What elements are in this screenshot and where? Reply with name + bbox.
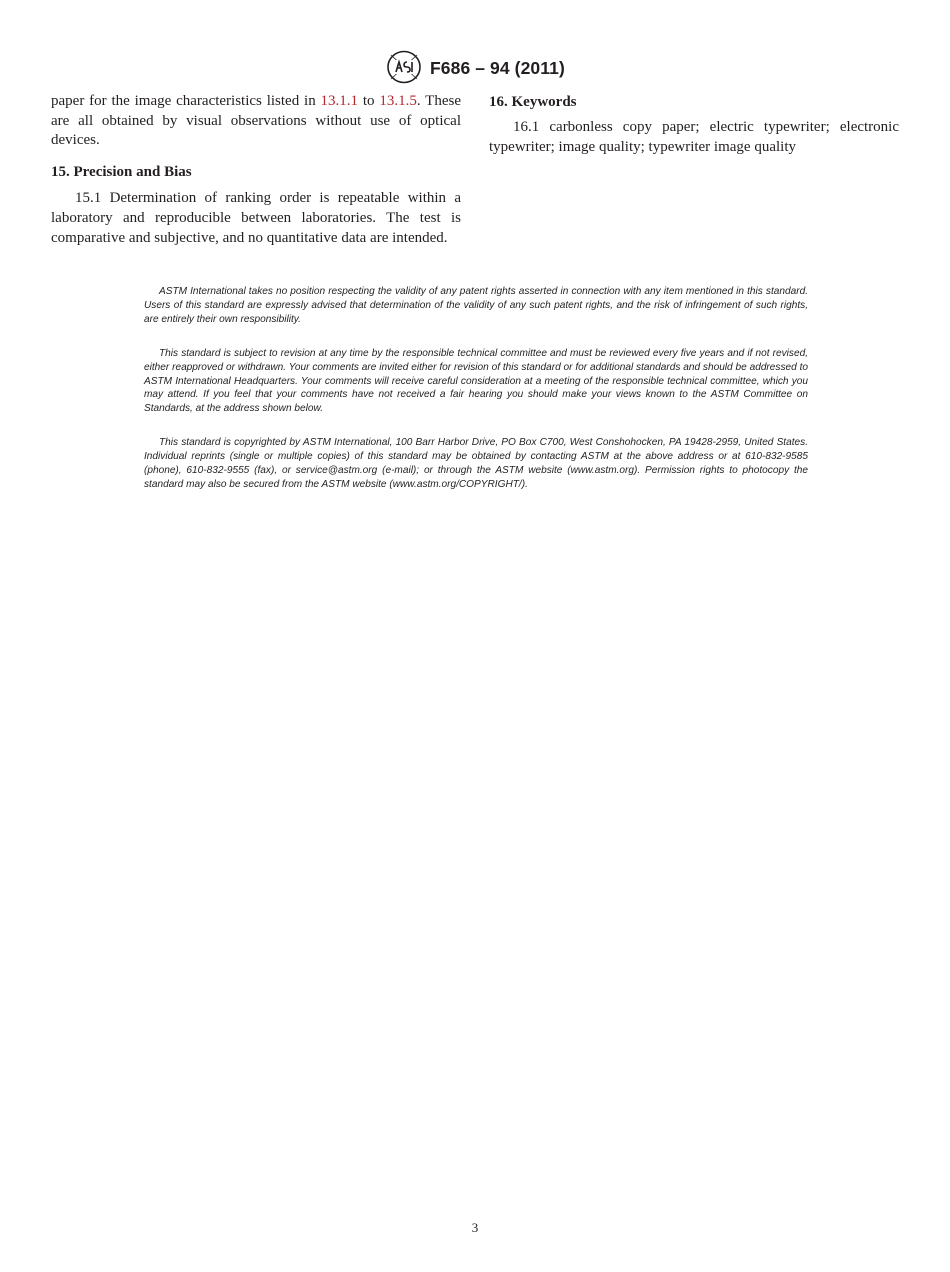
ref-13-1-5-link[interactable]: 13.1.5 <box>379 93 417 109</box>
revision-notice: This standard is subject to revision at any time by the responsible technical committee and must be reviewed every five years and if not revised, either reapproved or withdrawn. Your comments are invited either for revision of this standard or for additional standards and should be addressed to ASTM International Headquarters. Your comments will receive careful consideration at a meeting of the responsible technical committee, which you may attend. If you feel that your comments have not received a fair hearing you should make your views known to the ASTM Committee on Standards, at the address shown below. <box>144 347 808 415</box>
patent-notice: ASTM International takes no position respecting the validity of any patent rights asserted in connection with any item mentioned in this standard. Users of this standard are expressly advised that determination of the validity of any such patent rights, and the risk of infringement of such rights, are entirely their own responsibility. <box>144 286 808 325</box>
right-column <box>489 92 899 157</box>
section-16-heading: 16. Keywords <box>489 94 577 110</box>
section-15-heading: 15. Precision and Bias <box>51 164 192 181</box>
page-number: 3 <box>471 1220 479 1235</box>
section-15-1-paragraph: 15.1 Determination of ranking order is repeatable within a laboratory and reproducible between laboratories. The test is comparative and subjective, and no quantitative data are intended. <box>51 190 461 246</box>
ref-13-1-1-link[interactable]: 13.1.1 <box>320 93 359 109</box>
continued-paragraph: paper for the image characteristics listed in 13.1.1 to 13.1.5. These are all obtained by visual observations without use of optical devices. <box>51 93 461 149</box>
section-16-1-paragraph: 16.1 carbonless copy paper; electric typewriter; electronic typewriter; image quality; typewriter image quality <box>489 119 899 155</box>
standard-designation: F686 – 94 (2011) <box>430 58 565 78</box>
legal-notices <box>144 285 808 512</box>
left-column <box>51 92 461 248</box>
astm-logo-icon <box>385 50 423 84</box>
copyright-notice: This standard is copyrighted by ASTM International, 100 Barr Harbor Drive, PO Box C700, West Conshohocken, PA 19428-2959, United States. Individual reprints (single or multiple copies) of this standard may be obtained by contacting ASTM at the above address or at 610-832-9585 (phone), 610-832-9555 (fax), or service@astm.org (e-mail); or through the ASTM website (www.astm.org). Permission rights to photocopy the standard may also be secured from the ASTM website (www.astm.org/COPYRIGHT/). <box>144 437 808 490</box>
page-header <box>0 50 950 86</box>
